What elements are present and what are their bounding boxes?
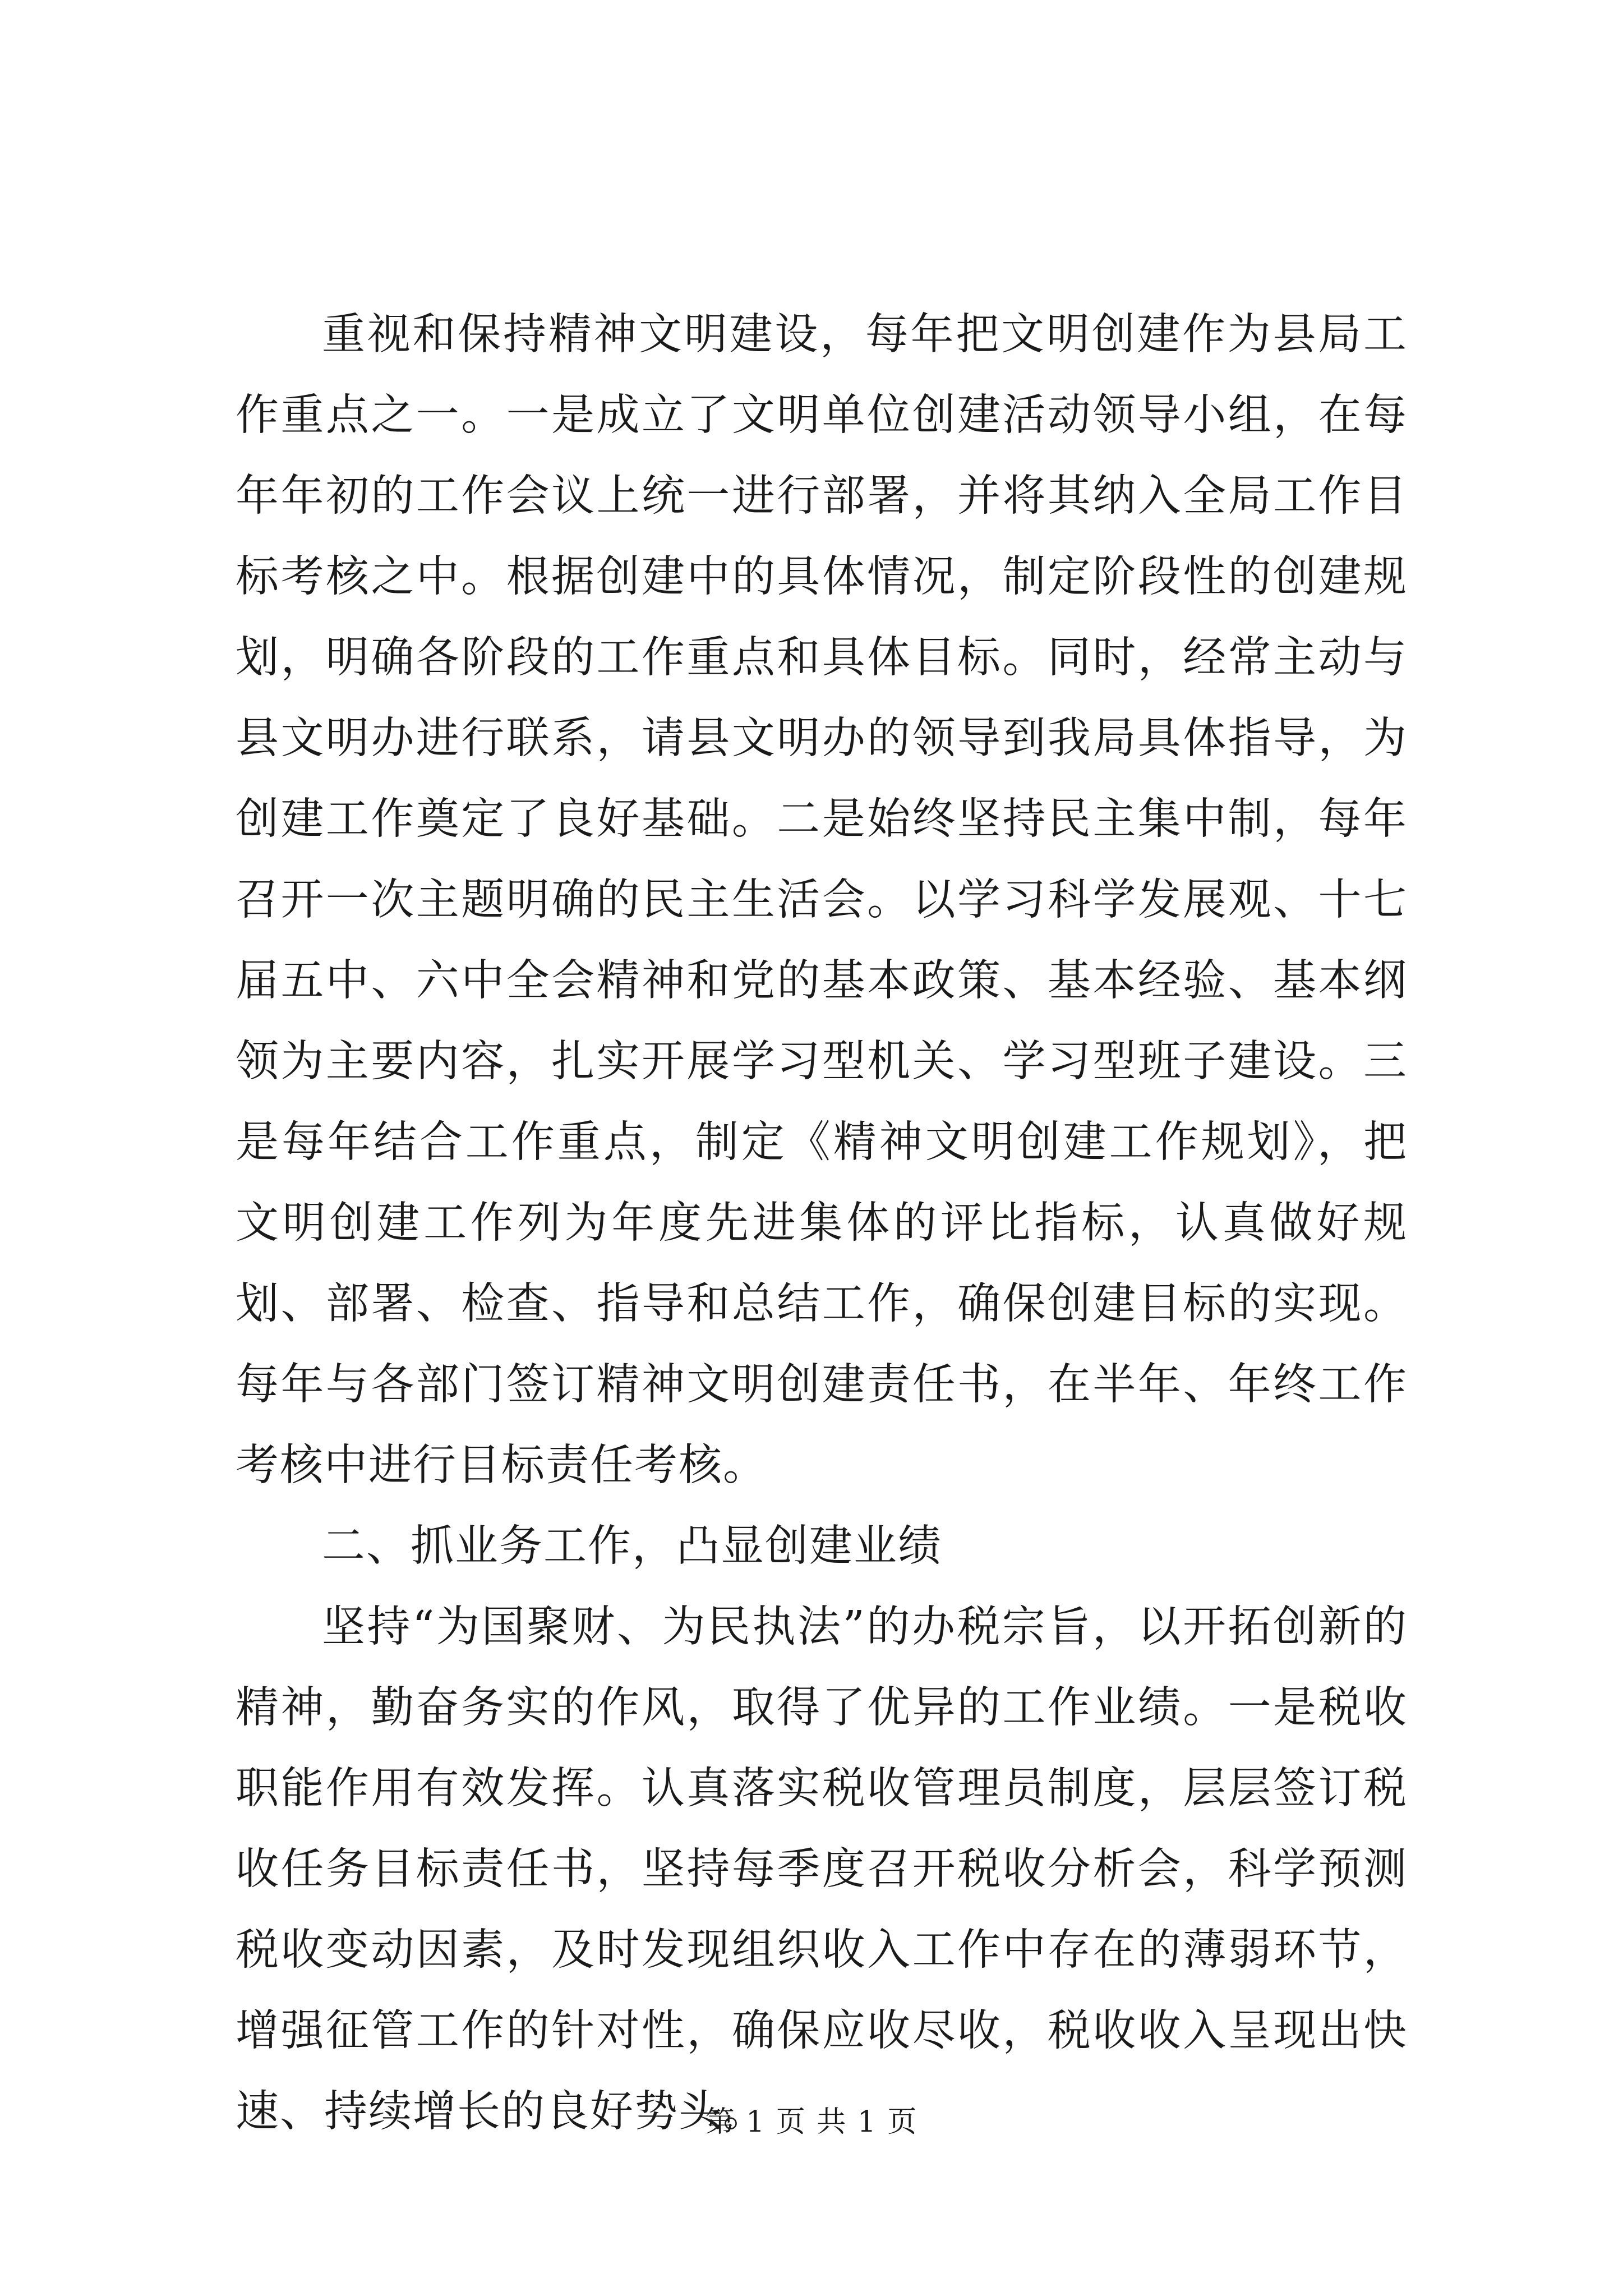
document-body <box>236 295 1408 2152</box>
paragraph-civilization-building: 重视和保持精神文明建设，每年把文明创建作为县局工作重点之一。一是成立了文明单位创建活动领导小组，在每年年初的工作会议上统一进行部署，并将其纳入全局工作目标考核之中。根据创建中的具体情况，制定阶段性的创建规划，明确各阶段的工作重点和具体目标。同时，经常主动与县文明办进行联系，请县文明办的领导到我局具体指导，为创建工作奠定了良好基础。二是始终坚持民主集中制，每年召开一次主题明确的民主生活会。以学习科学发展观、十七届五中、六中全会精神和党的基本政策、基本经验、基本纲领为主要内容，扎实开展学习型机关、学习型班子建设。三是每年结合工作重点，制定《精神文明创建工作规划》，把文明创建工作列为年度先进集体的评比指标，认真做好规划、部署、检查、指导和总结工作，确保创建目标的实现。每年与各部门签订精神文明创建责任书，在半年、年终工作考核中进行目标责任考核。 <box>236 310 1408 1490</box>
page-footer: 第 1 页 共 1 页 <box>705 2105 918 2139</box>
section-heading-business-work: 二、抓业务工作，凸显创建业绩 <box>322 1521 942 1571</box>
paragraph-tax-work: 坚持“为国聚财、为民执法”的办税宗旨，以开拓创新的精神，勤奋务实的作风，取得了优异的工作业绩。一是税收职能作用有效发挥。认真落实税收管理员制度，层层签订税收任务目标责任书，坚持每季度召开税收分析会，科学预测税收变动因素，及时发现组织收入工作中存在的薄弱环节，增强征管工作的针对性，确保应收尽收，税收收入呈现出快速、持续增长的良好势头。 <box>236 1602 1408 2137</box>
